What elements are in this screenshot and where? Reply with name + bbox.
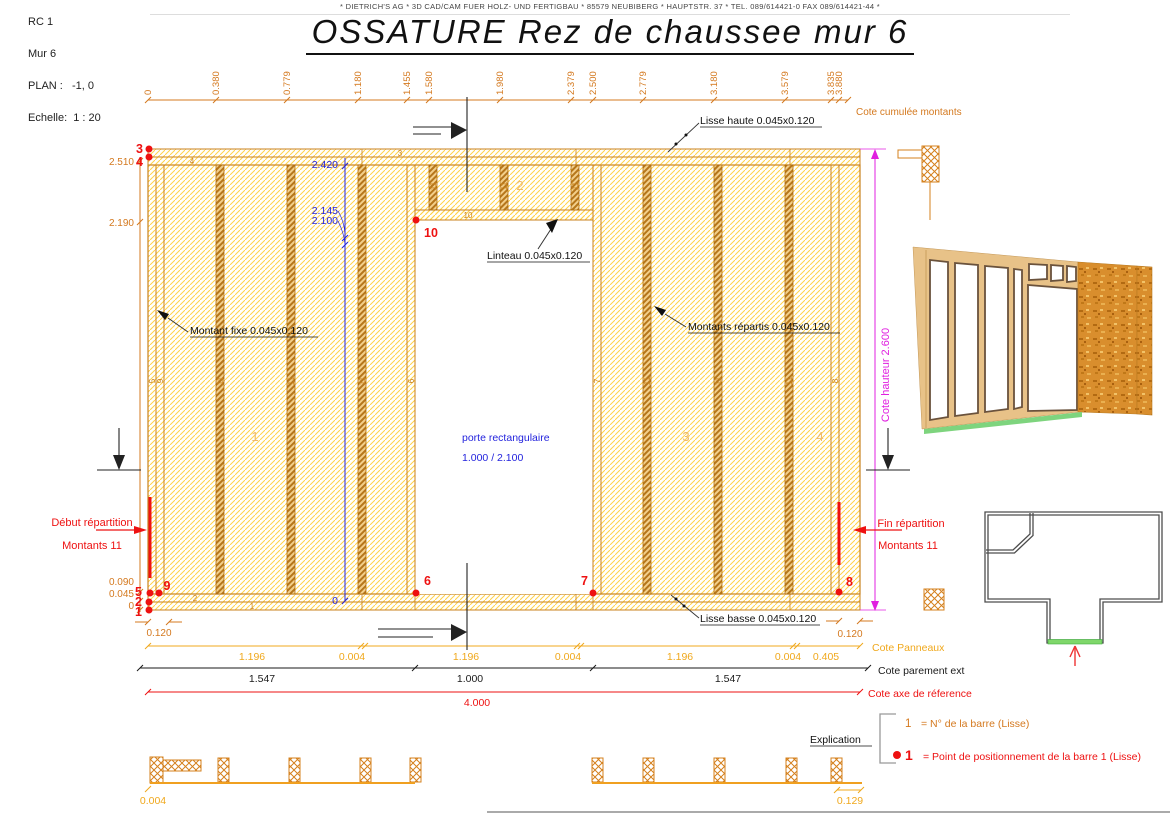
point-number: 7: [581, 574, 588, 588]
ruler-value: 3.579: [780, 71, 791, 95]
ruler-value: 3.880: [834, 71, 845, 95]
point-number: 8: [846, 575, 853, 589]
cote-panneaux-row: [145, 642, 945, 663]
stud-number: 11: [357, 376, 367, 386]
ruler-value: 3.180: [709, 71, 720, 95]
stud-number: 5: [147, 378, 157, 384]
panel-number: 3: [682, 429, 690, 444]
ruler-value: 2.500: [588, 71, 599, 95]
axe-value: 4.000: [463, 697, 491, 709]
point-number: 9: [163, 579, 171, 593]
lisse-basse-label: Lisse basse 0.045x0.120: [700, 613, 817, 625]
wall-framing: [147, 149, 860, 611]
detail-dim-right: 0.129: [836, 795, 864, 807]
floorplan-locator: [985, 512, 1162, 666]
wall-position-highlight: [1048, 640, 1102, 645]
panel-number: 4: [816, 429, 824, 444]
stud-number: 11: [784, 376, 794, 386]
detail-left-studs: [150, 757, 421, 783]
ruler-value: 1.180: [353, 71, 364, 95]
stud-number: 11: [428, 181, 438, 191]
bar-number: 2: [192, 594, 198, 603]
firm-header: * DIETRICH'S AG * 3D CAD/CAM FUER HOLZ- UND FERTIGBAU * 85579 NEUBIBERG * HAUPTSTR. 37 * TEL. 089/614421-0 FAX 089/614421-44 *: [150, 2, 1070, 15]
linteau-label: Linteau 0.045x0.120: [487, 250, 583, 262]
height-dim-label: Cote hauteur 2.600: [880, 327, 892, 423]
panneaux-value: 0.004: [554, 651, 582, 663]
panel-number: 2: [516, 178, 524, 193]
offset-right: 0.120: [837, 629, 863, 640]
legend-num1: 1: [905, 718, 912, 730]
point-number: 3: [136, 142, 143, 156]
ruler-value: 1.580: [424, 71, 435, 95]
parement-value: 1.547: [714, 673, 742, 685]
legend-text2: = Point de positionnement de la barre 1 (Lisse): [923, 751, 1142, 763]
info-rc: RC 1: [28, 16, 54, 28]
panneaux-value: 0.405: [812, 651, 840, 663]
offset-left: 0.120: [146, 628, 172, 639]
lisse-haute-3: [148, 149, 860, 157]
cote-parement-row: [137, 665, 964, 685]
stud-number: 9: [155, 378, 165, 384]
left-ruler-value: 2.190: [108, 218, 134, 229]
lisse-basse-1: [148, 602, 860, 610]
left-ruler-value: 0.090: [108, 577, 134, 588]
stud-number: 11: [215, 376, 225, 386]
point-number: 4: [136, 155, 143, 169]
stud-number: 11: [713, 376, 723, 386]
legend-num2: 1: [905, 747, 913, 763]
point-number: 10: [424, 226, 438, 240]
bar-number: 10: [463, 211, 473, 220]
linteau-bar: [415, 210, 593, 220]
point-number: 6: [424, 574, 431, 588]
montant-fixe-label: Montant fixe 0.045x0.120: [190, 325, 308, 337]
point-number: 1: [135, 605, 142, 619]
fin-repartition-label: Fin répartition: [877, 518, 945, 530]
cote-axe-row: [145, 688, 972, 709]
door-size: 1.000 / 2.100: [462, 452, 524, 464]
info-plan: PLAN : -1, 0: [28, 80, 95, 92]
stud-number: 11: [286, 376, 296, 386]
detail-right-studs: [592, 758, 842, 782]
legend-title: Explication: [810, 734, 861, 746]
panneaux-value: 1.196: [238, 651, 266, 663]
panneaux-value: 0.004: [338, 651, 366, 663]
panneaux-value: 1.196: [452, 651, 480, 663]
ruler-value: 0.779: [282, 71, 293, 95]
cote-parement-label: Cote parement ext: [878, 665, 965, 677]
fin-montants-label: Montants 11: [878, 540, 938, 552]
lisse-basse-2: [148, 594, 860, 602]
debut-repartition-label: Début répartition: [51, 517, 133, 529]
info-echelle: Echelle: 1 : 20: [28, 112, 101, 124]
stud-number: 11: [642, 376, 652, 386]
left-ruler-value: 2.510: [108, 157, 134, 168]
wall-3d-render: [913, 247, 1152, 434]
ruler-value: 0: [143, 89, 154, 95]
ruler-value: 2.779: [638, 71, 649, 95]
ruler-value: 1.980: [495, 71, 506, 95]
bar-number: 1: [249, 602, 255, 611]
top-ruler-label: Cote cumulée montants: [856, 107, 962, 118]
ruler-value: 3.835: [826, 71, 837, 95]
dim-2145: 2.145: [311, 205, 338, 217]
ruler-value: 1.455: [402, 71, 413, 95]
stud-number: 8: [830, 378, 840, 384]
stud-number: 11: [570, 181, 580, 191]
ruler-value: 0.380: [211, 71, 222, 95]
bar-number: 4: [189, 157, 195, 166]
lisse-haute-4: [148, 157, 860, 165]
info-mur: Mur 6: [28, 48, 57, 60]
stud-number: 11: [499, 181, 509, 191]
debut-montants-label: Montants 11: [62, 540, 122, 552]
montants-repartis-label: Montants répartis 0.045x0.120: [688, 321, 830, 333]
parement-value: 1.000: [456, 673, 484, 685]
legend-point-dot: [893, 751, 901, 759]
plan-details: [140, 757, 864, 807]
osb-panel: [1137, 266, 1152, 415]
bottom-dimensions: [135, 618, 972, 709]
panneaux-value: 1.196: [666, 651, 694, 663]
door-label: porte rectangulaire: [462, 432, 550, 444]
dim-2420: 2.420: [311, 159, 338, 171]
stud-number: 7: [592, 378, 602, 384]
parement-value: 1.547: [248, 673, 276, 685]
osb-panel: [1078, 262, 1137, 414]
legend: [810, 714, 1141, 763]
panneaux-value: 0.004: [774, 651, 802, 663]
page-title: OSSATURE Rez de chaussee mur 6: [150, 13, 1070, 55]
top-ruler-values: [143, 71, 962, 118]
point-number: 5: [135, 585, 142, 599]
panel-number: 1: [251, 429, 259, 444]
cote-axe-label: Cote axe de réference: [868, 688, 972, 700]
bar-number: 3: [397, 149, 403, 158]
wall-position-arrow: [1070, 646, 1080, 666]
point-number: 2: [135, 595, 142, 609]
detail-dim-left: 0.004: [139, 795, 167, 807]
legend-text1: = N° de la barre (Lisse): [921, 718, 1030, 730]
dim-zero: 0: [332, 595, 338, 607]
lisse-haute-label: Lisse haute 0.045x0.120: [700, 115, 815, 127]
left-ruler-value: 0: [128, 601, 134, 612]
top-ruler: [145, 97, 851, 103]
door-opening: [415, 220, 593, 594]
left-ruler-value: 0.045: [108, 589, 134, 600]
stud-number: 6: [406, 378, 416, 384]
dim-2100: 2.100: [311, 215, 338, 227]
ruler-value: 2.379: [566, 71, 577, 95]
cote-panneaux-label: Cote Panneaux: [872, 642, 945, 654]
